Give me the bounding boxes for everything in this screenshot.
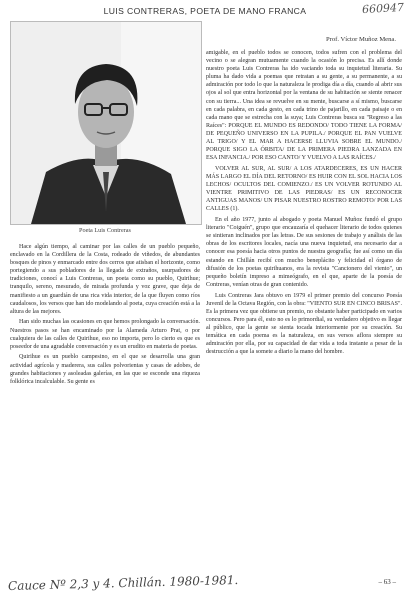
paragraph: En el año 1977, junto al abogado y poeta Manuel Muñoz fundó el grupo literario "Coiguén", grupo que encauzaría el quehacer literario de todos quienes se sintieran inclinados por las letras. De sus sesiones de trabajo y análisis de las obras de los escritores locales, nacía una nueva inquietud, era necesario dar a conocer esa poesía hacia otros puntos de nuestra geografía; fue así como un día estando en Chillán recibí con mucho beneplácito y felicidad el órgano de difusión de los poetas quirihuanos, era la revista "Cancionero del viento", un pequeño boletín impreso a mimeógrafo, en el que, aparte de la poesía de Contreras, venían otras de gran contenido. (206, 217, 402, 288)
author-byline: Prof. Víctor Muñoz Mena. (325, 36, 396, 43)
page-title: LUIS CONTRERAS, POETA DE MANO FRANCA (103, 6, 307, 16)
poem-excerpt: VOLVER AL SUR, AL SUR/ A LOS ATARDECERES, ES UN HACER MÁS LARGO EL DÍA DEL RETORNO/ ES HUIR CON EL SOL HACIA LOS LECHOS/ OCULTOS DEL COMIENZO./ ES UN VOLVER ROTUNDO AL VIENTRE PRIMITIVO DE LAS PIEDRAS/ ES UN RECONOCER ANTIGUAS MANOS/ UN PISAR NUESTRO ROSTRO REMOTO/ POR LAS CALLES (1). (206, 165, 402, 213)
right-column (206, 49, 402, 359)
paragraph: Hace algún tiempo, al caminar por las calles de un pueblo pequeño, enclavado en la Cordillera de la Costa, rodeado de viñedos, de abundantes bosques de pinos y enmarcado entre dos cerros que atisban el horizonte, como portegiendo a sus pobladores de la llegada de extraños, usurpadores de tradiciones, conocí a Luis Contreras, un poeta como su pueblo, Quirihue; tranquilo, sereno, mesurado, de mirada profunda y voz grave, que deja de manifiesto a un guardián de una rica vida interior, de la que fluyen como ríos caudalosos, los versos que han ido modelando al poeta, cuya creación está a la altura de las mejores. (10, 244, 200, 315)
paragraph: Quirihue es un pueblo campesino, en el que se desarrolla una gran actividad agrícola y maderera, sus calles polvorientas y casas de adobes, de grandes habitaciones y asoleadas galerías, en las que se esconde una riqueza folklórica incalculable. Su gente es (10, 354, 200, 385)
paragraph: amigable, en el pueblo todos se conocen, todos sufren con el problema del vecino o se alegran mutuamente cuando la ocasión lo precisa. Es allí donde nuestro poeta Luis Contreras ha ido vaciando toda su inquietud literaria. Su pluma ha dado vida a poemas que retratan a su gente, a su permanente, a su admiración por todo lo que la naturaleza le prodiga día a día, cuando al abrir sus ojos al sol que entra horizontal por la ventana de su habitación se siente renacer con su tierra... Una idea se revuelve en su mente, buscarse a sí mismo, buscarse en cada palabra, en cada gesto, en cada trino de pajarillo, en cada paisaje o en cada mano que se estrecha con la suya; Luis Contreras busca su "Regreso a las Raíces": PORQUE EL MUNDO ES REDONDO/ TODO TIENE LA FORMA/ DE PEQUEÑO UNIVERSO EN LA PUPILA./ PORQUE EL PAN VUELVE AL TRIGO/ Y EL MAR A HACERSE LLUVIA SOBRE EL MUNDO./ PORQUE SIGO LA ÓRBITA/ DE LA PRIMERA PIEDRA LANZADA EN ESA INFANCIA./ POR ESO CANTO/ Y VUELVO A LAS RAÍCES./ (206, 50, 402, 162)
page-number: – 63 – (378, 578, 396, 586)
portrait-photo (11, 22, 201, 224)
paragraph: Luis Contreras Jara obtuvo en 1979 el primer premio del concurso Poesía Juvenil de la Octava Región, con la obra: "VIENTO SUR EN CINCO BRISAS". Es la primera vez que obtiene un premio, no obstante haber participado en varios concursos. Pero para él, esto no es lo primordial, su verdadero objetivo es llegar al público, que la gente se sienta tocada interiormente por su creación. Su temática en cada poema es la naturaleza, en sus versos aflora siempre su admiración por ella, por su capacidad de dar vida a toda instante a pesar de la destrucción a que la somete a diario la mano del hombre. (206, 292, 402, 356)
author-portrait (10, 21, 202, 225)
handwritten-source-note: Cauce Nº 2,3 y 4. Chillán. 1980-1981. (7, 572, 239, 594)
photo-caption: Poeta Luis Contreras (79, 227, 131, 234)
paragraph: Han sido muchas las ocasiones en que hemos prolongado la conversación. Nuestros pasos se han encaminado por la Alameda Arturo Prat, o por cualquiera de las calles de Quirihue, eso no importa, pero lo cierto es que es poseedor de una agradable conversación y es un erudito en materia de poetas. (10, 319, 200, 350)
left-column (10, 243, 200, 388)
archive-stamp: 660947 (361, 0, 405, 17)
